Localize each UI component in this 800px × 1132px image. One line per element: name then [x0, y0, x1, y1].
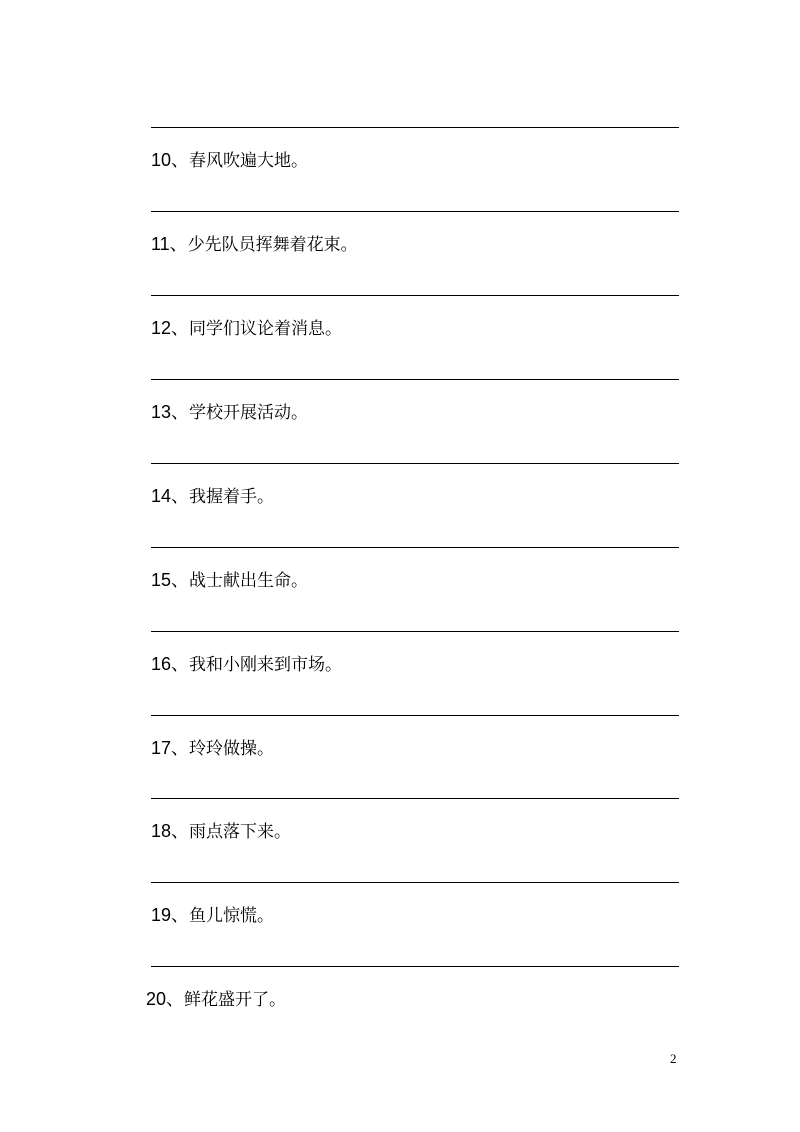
item-sentence: 玲玲做操。	[189, 739, 275, 759]
item-number: 20、	[146, 989, 185, 1009]
item-sentence: 我和小刚来到市场。	[189, 655, 343, 675]
item-number: 12、	[151, 318, 190, 338]
item-number: 18、	[151, 821, 190, 841]
exercise-item-17	[151, 737, 274, 760]
exercise-item-15	[151, 569, 308, 592]
item-sentence: 少先队员挥舞着花束。	[187, 235, 358, 255]
exercise-item-20	[146, 988, 286, 1011]
item-number: 13、	[151, 402, 190, 422]
item-sentence: 学校开展活动。	[189, 403, 309, 423]
item-sentence: 我握着手。	[189, 487, 275, 507]
item-sentence: 鲜花盛开了。	[184, 990, 287, 1010]
answer-line	[151, 547, 679, 548]
page-number: 2	[670, 1051, 677, 1066]
item-number: 16、	[151, 654, 190, 674]
answer-line	[151, 295, 679, 296]
item-number: 17、	[151, 738, 190, 758]
answer-line	[151, 882, 679, 883]
answer-line	[151, 631, 679, 632]
exercise-item-18	[151, 820, 291, 843]
item-number: 10、	[151, 150, 190, 170]
item-number: 15、	[151, 570, 190, 590]
answer-line	[151, 463, 679, 464]
answer-line	[151, 211, 679, 212]
exercise-item-19	[151, 904, 274, 927]
item-sentence: 同学们议论着消息。	[189, 319, 343, 339]
answer-line	[151, 798, 679, 799]
item-sentence: 鱼儿惊慌。	[189, 906, 275, 926]
item-number: 11、	[151, 234, 188, 254]
answer-line	[151, 379, 679, 380]
exercise-item-14	[151, 485, 274, 508]
item-number: 19、	[151, 905, 190, 925]
item-sentence: 春风吹遍大地。	[189, 151, 309, 171]
exercise-item-13	[151, 401, 308, 424]
exercise-item-10	[151, 149, 308, 172]
answer-line	[151, 715, 679, 716]
item-sentence: 战士献出生命。	[189, 571, 309, 591]
exercise-item-16	[151, 653, 342, 676]
item-number: 14、	[151, 486, 190, 506]
answer-line	[151, 127, 679, 128]
exercise-item-11	[151, 233, 358, 256]
answer-line	[151, 966, 679, 967]
exercise-item-12	[151, 317, 342, 340]
item-sentence: 雨点落下来。	[189, 822, 292, 842]
